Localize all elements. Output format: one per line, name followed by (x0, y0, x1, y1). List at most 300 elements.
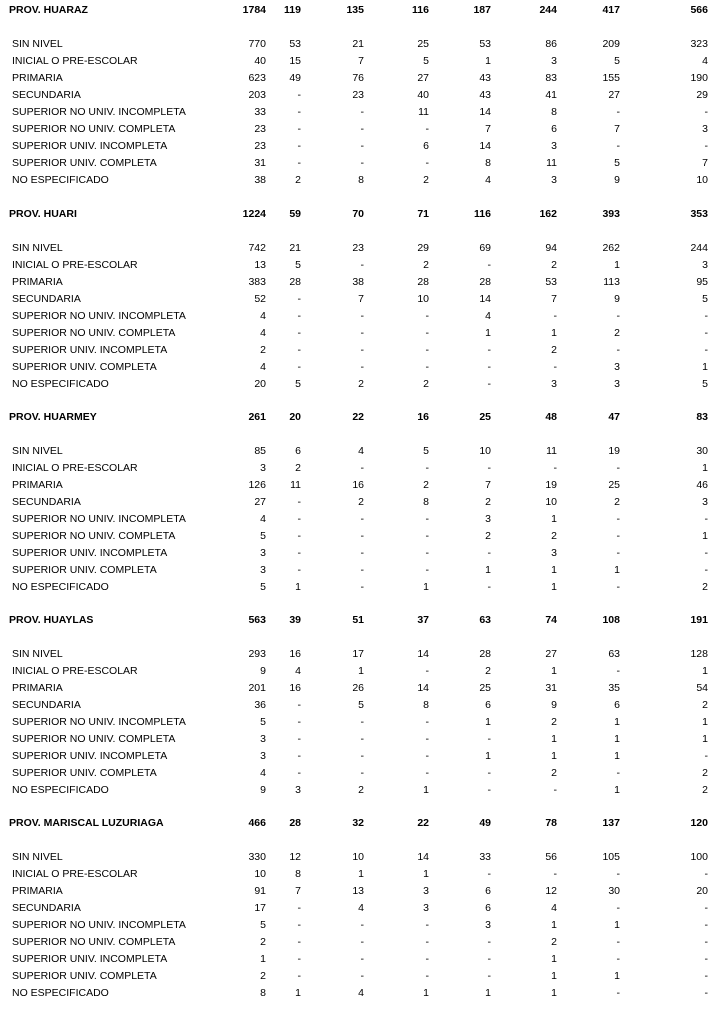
value-cell: 95 (696, 276, 708, 288)
value-cell: 25 (417, 38, 429, 50)
province-total-cell: 393 (602, 208, 620, 220)
value-cell: 2 (358, 496, 364, 508)
education-level-label: SECUNDARIA (12, 902, 81, 914)
value-cell: 1 (551, 665, 557, 677)
education-level-label: PRIMARIA (12, 276, 63, 288)
value-cell: 383 (248, 276, 266, 288)
value-cell: 1 (551, 953, 557, 965)
value-cell: 6 (551, 123, 557, 135)
value-cell: 1 (485, 716, 491, 728)
table-row (0, 443, 712, 460)
value-cell: 33 (479, 851, 491, 863)
education-level-label: NO ESPECIFICADO (12, 174, 109, 186)
value-cell: - (297, 530, 301, 542)
province-header-row (0, 2, 712, 19)
table-row (0, 53, 712, 70)
value-cell: - (297, 919, 301, 931)
value-cell: - (360, 530, 364, 542)
value-cell: 10 (352, 851, 364, 863)
value-cell: 1 (260, 953, 266, 965)
value-cell: - (487, 361, 491, 373)
value-cell: 203 (248, 89, 266, 101)
value-cell: 1 (423, 868, 429, 880)
value-cell: 3 (551, 140, 557, 152)
value-cell: 2 (702, 767, 708, 779)
table-row (0, 104, 712, 121)
value-cell: - (704, 936, 708, 948)
value-cell: - (616, 987, 620, 999)
education-level-label: SIN NIVEL (12, 851, 63, 863)
province-total-cell: 353 (690, 208, 708, 220)
value-cell: 15 (289, 55, 301, 67)
value-cell: - (360, 106, 364, 118)
value-cell: 8 (423, 496, 429, 508)
value-cell: - (704, 344, 708, 356)
value-cell: 35 (608, 682, 620, 694)
value-cell: 2 (423, 378, 429, 390)
value-cell: - (425, 157, 429, 169)
value-cell: - (616, 547, 620, 559)
education-level-label: SUPERIOR NO UNIV. INCOMPLETA (12, 919, 186, 931)
value-cell: - (487, 378, 491, 390)
province-total-cell: 25 (479, 411, 491, 423)
value-cell: 2 (423, 259, 429, 271)
value-cell: 4 (485, 174, 491, 186)
value-cell: 190 (690, 72, 708, 84)
value-cell: - (360, 970, 364, 982)
table-row (0, 883, 712, 900)
province-total-cell: 116 (474, 208, 491, 220)
value-cell: 16 (352, 479, 364, 491)
value-cell: - (297, 716, 301, 728)
value-cell: - (616, 140, 620, 152)
table-row (0, 714, 712, 731)
value-cell: - (360, 123, 364, 135)
value-cell: - (360, 344, 364, 356)
value-cell: 6 (423, 140, 429, 152)
province-total-cell: 162 (539, 208, 557, 220)
province-total-cell: 563 (248, 614, 266, 626)
value-cell: 1 (295, 581, 301, 593)
education-level-label: SUPERIOR UNIV. COMPLETA (12, 767, 157, 779)
value-cell: 2 (260, 936, 266, 948)
table-row (0, 934, 712, 951)
value-cell: 293 (248, 648, 266, 660)
value-cell: - (425, 767, 429, 779)
section-spacer (0, 223, 712, 240)
education-level-label: SECUNDARIA (12, 699, 81, 711)
value-cell: - (297, 547, 301, 559)
value-cell: 27 (254, 496, 266, 508)
value-cell: 1 (551, 564, 557, 576)
value-cell: - (487, 953, 491, 965)
value-cell: 83 (545, 72, 557, 84)
province-total-cell: 63 (479, 614, 491, 626)
value-cell: 2 (260, 970, 266, 982)
value-cell: 5 (614, 55, 620, 67)
value-cell: 14 (417, 648, 429, 660)
value-cell: 36 (254, 699, 266, 711)
value-cell: 1 (614, 970, 620, 982)
province-name: PROV. HUAYLAS (9, 614, 94, 626)
value-cell: - (616, 530, 620, 542)
education-level-label: NO ESPECIFICADO (12, 581, 109, 593)
value-cell: 2 (702, 699, 708, 711)
value-cell: 1 (551, 750, 557, 762)
value-cell: 28 (289, 276, 301, 288)
value-cell: 128 (690, 648, 708, 660)
value-cell: 5 (260, 716, 266, 728)
value-cell: - (425, 547, 429, 559)
value-cell: 17 (352, 648, 364, 660)
value-cell: 2 (423, 479, 429, 491)
value-cell: 30 (608, 885, 620, 897)
value-cell: 105 (602, 851, 620, 863)
table-row (0, 155, 712, 172)
table-row (0, 562, 712, 579)
table-row (0, 240, 712, 257)
province-total-cell: 49 (479, 817, 491, 829)
value-cell: 2 (423, 174, 429, 186)
value-cell: 9 (614, 293, 620, 305)
table-row (0, 172, 712, 189)
value-cell: 1 (551, 733, 557, 745)
value-cell: - (553, 868, 557, 880)
value-cell: 1 (551, 327, 557, 339)
value-cell: 3 (702, 496, 708, 508)
table-row (0, 325, 712, 342)
section-spacer (0, 832, 712, 849)
value-cell: 1 (423, 987, 429, 999)
value-cell: - (425, 953, 429, 965)
value-cell: - (360, 716, 364, 728)
value-cell: 10 (479, 445, 491, 457)
province-total-cell: 120 (690, 817, 708, 829)
value-cell: 94 (545, 242, 557, 254)
value-cell: 3 (702, 123, 708, 135)
value-cell: 40 (254, 55, 266, 67)
education-level-label: SIN NIVEL (12, 38, 63, 50)
value-cell: 4 (358, 902, 364, 914)
education-level-label: SUPERIOR NO UNIV. COMPLETA (12, 530, 176, 542)
value-cell: - (487, 581, 491, 593)
value-cell: - (297, 733, 301, 745)
value-cell: - (616, 106, 620, 118)
table-row (0, 545, 712, 562)
value-cell: 1 (423, 581, 429, 593)
value-cell: 29 (417, 242, 429, 254)
value-cell: 2 (551, 716, 557, 728)
education-level-label: INICIAL O PRE-ESCOLAR (12, 665, 138, 677)
value-cell: 3 (260, 733, 266, 745)
value-cell: 4 (358, 445, 364, 457)
table-row (0, 36, 712, 53)
value-cell: 38 (352, 276, 364, 288)
value-cell: 27 (608, 89, 620, 101)
province-total-cell: 261 (248, 411, 266, 423)
value-cell: 33 (254, 106, 266, 118)
value-cell: 3 (260, 750, 266, 762)
value-cell: 14 (479, 106, 491, 118)
value-cell: 5 (295, 259, 301, 271)
value-cell: 1 (358, 665, 364, 677)
value-cell: - (360, 462, 364, 474)
value-cell: 5 (423, 55, 429, 67)
value-cell: 7 (551, 293, 557, 305)
value-cell: - (553, 361, 557, 373)
value-cell: - (297, 327, 301, 339)
value-cell: 1 (485, 987, 491, 999)
value-cell: - (425, 665, 429, 677)
value-cell: 21 (289, 242, 301, 254)
table-row (0, 782, 712, 799)
value-cell: - (360, 513, 364, 525)
table-row (0, 257, 712, 274)
value-cell: - (425, 344, 429, 356)
value-cell: 43 (479, 89, 491, 101)
value-cell: - (297, 123, 301, 135)
value-cell: 244 (690, 242, 708, 254)
value-cell: - (704, 547, 708, 559)
value-cell: 7 (295, 885, 301, 897)
value-cell: - (704, 919, 708, 931)
value-cell: 1 (614, 919, 620, 931)
value-cell: 2 (702, 784, 708, 796)
table-row (0, 680, 712, 697)
education-level-label: SUPERIOR NO UNIV. INCOMPLETA (12, 310, 186, 322)
value-cell: 100 (690, 851, 708, 863)
value-cell: 40 (417, 89, 429, 101)
province-name: PROV. MARISCAL LUZURIAGA (9, 817, 164, 829)
province-total-cell: 566 (690, 4, 708, 16)
value-cell: 1 (485, 55, 491, 67)
value-cell: 1 (614, 259, 620, 271)
value-cell: 10 (545, 496, 557, 508)
value-cell: 9 (551, 699, 557, 711)
value-cell: 46 (696, 479, 708, 491)
value-cell: 10 (417, 293, 429, 305)
province-total-cell: 48 (545, 411, 557, 423)
province-total-cell: 244 (539, 4, 557, 16)
value-cell: 742 (248, 242, 266, 254)
value-cell: 11 (546, 157, 557, 169)
education-level-label: SUPERIOR UNIV. INCOMPLETA (12, 953, 168, 965)
value-cell: 5 (702, 293, 708, 305)
value-cell: - (425, 361, 429, 373)
table-row (0, 291, 712, 308)
value-cell: 11 (290, 479, 301, 491)
value-cell: 1 (551, 581, 557, 593)
value-cell: - (616, 581, 620, 593)
value-cell: 1 (614, 564, 620, 576)
value-cell: 7 (358, 55, 364, 67)
value-cell: 1 (295, 987, 301, 999)
value-cell: - (487, 259, 491, 271)
value-cell: 27 (417, 72, 429, 84)
value-cell: 1 (702, 733, 708, 745)
province-total-cell: 187 (473, 4, 491, 16)
value-cell: 2 (358, 784, 364, 796)
value-cell: 29 (696, 89, 708, 101)
province-total-cell: 59 (289, 208, 301, 220)
education-level-label: SECUNDARIA (12, 293, 81, 305)
education-level-label: PRIMARIA (12, 72, 63, 84)
education-level-label: PRIMARIA (12, 479, 63, 491)
table-row (0, 646, 712, 663)
value-cell: - (487, 868, 491, 880)
value-cell: 28 (479, 276, 491, 288)
province-section (0, 612, 712, 815)
table-row (0, 528, 712, 545)
value-cell: - (704, 106, 708, 118)
value-cell: 3 (423, 885, 429, 897)
value-cell: 1 (485, 750, 491, 762)
table-row (0, 985, 712, 1002)
value-cell: 4 (260, 310, 266, 322)
value-cell: 3 (485, 513, 491, 525)
value-cell: 21 (352, 38, 364, 50)
value-cell: 91 (254, 885, 266, 897)
value-cell: - (704, 953, 708, 965)
value-cell: 63 (608, 648, 620, 660)
value-cell: 7 (702, 157, 708, 169)
table-row (0, 697, 712, 714)
value-cell: - (297, 970, 301, 982)
education-level-label: SUPERIOR UNIV. COMPLETA (12, 564, 157, 576)
value-cell: 323 (690, 38, 708, 50)
value-cell: 4 (551, 902, 557, 914)
value-cell: - (425, 462, 429, 474)
province-header-row (0, 612, 712, 629)
value-cell: 4 (260, 767, 266, 779)
education-level-label: SUPERIOR NO UNIV. INCOMPLETA (12, 106, 186, 118)
value-cell: 14 (417, 851, 429, 863)
value-cell: - (297, 496, 301, 508)
value-cell: 5 (702, 378, 708, 390)
table-row (0, 731, 712, 748)
table-row (0, 274, 712, 291)
table-row (0, 87, 712, 104)
value-cell: - (297, 513, 301, 525)
value-cell: 1 (614, 784, 620, 796)
table-row (0, 359, 712, 376)
table-row (0, 663, 712, 680)
province-total-cell: 32 (352, 817, 364, 829)
table-row (0, 308, 712, 325)
value-cell: 6 (485, 699, 491, 711)
value-cell: 23 (254, 123, 266, 135)
value-cell: - (616, 902, 620, 914)
education-level-label: SIN NIVEL (12, 445, 63, 457)
value-cell: - (616, 665, 620, 677)
province-name: PROV. HUARMEY (9, 411, 97, 423)
province-total-cell: 74 (545, 614, 557, 626)
value-cell: 1 (551, 970, 557, 982)
province-total-cell: 51 (352, 614, 364, 626)
value-cell: 1 (485, 327, 491, 339)
value-cell: 3 (295, 784, 301, 796)
value-cell: 1 (702, 716, 708, 728)
table-row (0, 138, 712, 155)
value-cell: 8 (551, 106, 557, 118)
value-cell: 4 (260, 361, 266, 373)
value-cell: - (616, 868, 620, 880)
value-cell: - (704, 140, 708, 152)
value-cell: - (487, 970, 491, 982)
value-cell: 2 (551, 767, 557, 779)
table-row (0, 579, 712, 596)
table-row (0, 376, 712, 393)
value-cell: 2 (358, 378, 364, 390)
value-cell: 85 (254, 445, 266, 457)
province-total-cell: 417 (602, 4, 620, 16)
value-cell: 1 (551, 919, 557, 931)
value-cell: 19 (608, 445, 620, 457)
province-total-cell: 466 (248, 817, 266, 829)
value-cell: - (425, 123, 429, 135)
value-cell: - (425, 970, 429, 982)
education-level-label: SUPERIOR UNIV. COMPLETA (12, 970, 157, 982)
value-cell: - (297, 344, 301, 356)
province-total-cell: 47 (608, 411, 620, 423)
value-cell: - (297, 699, 301, 711)
value-cell: - (487, 733, 491, 745)
value-cell: 3 (702, 259, 708, 271)
value-cell: 23 (352, 89, 364, 101)
value-cell: 3 (485, 919, 491, 931)
province-header-row (0, 815, 712, 832)
value-cell: 1 (551, 987, 557, 999)
value-cell: 330 (248, 851, 266, 863)
province-section (0, 409, 712, 612)
value-cell: 262 (602, 242, 620, 254)
value-cell: 2 (295, 174, 301, 186)
value-cell: 8 (295, 868, 301, 880)
table-row (0, 121, 712, 138)
value-cell: 6 (614, 699, 620, 711)
value-cell: 4 (485, 310, 491, 322)
value-cell: 19 (545, 479, 557, 491)
value-cell: 8 (260, 987, 266, 999)
province-total-cell: 16 (417, 411, 429, 423)
value-cell: 54 (696, 682, 708, 694)
value-cell: 1 (702, 665, 708, 677)
education-level-label: SIN NIVEL (12, 648, 63, 660)
value-cell: 31 (545, 682, 557, 694)
value-cell: 7 (485, 123, 491, 135)
value-cell: 1 (702, 530, 708, 542)
value-cell: - (704, 513, 708, 525)
value-cell: - (360, 581, 364, 593)
education-level-label: NO ESPECIFICADO (12, 784, 109, 796)
value-cell: 1 (614, 750, 620, 762)
table-row (0, 494, 712, 511)
value-cell: - (487, 344, 491, 356)
value-cell: 1 (614, 716, 620, 728)
value-cell: - (297, 293, 301, 305)
province-total-cell: 119 (284, 4, 301, 16)
value-cell: 4 (295, 665, 301, 677)
table-row (0, 849, 712, 866)
value-cell: - (704, 987, 708, 999)
value-cell: - (360, 750, 364, 762)
value-cell: - (297, 89, 301, 101)
value-cell: 25 (479, 682, 491, 694)
value-cell: - (616, 513, 620, 525)
value-cell: - (297, 140, 301, 152)
province-total-cell: 28 (289, 817, 301, 829)
value-cell: 2 (551, 530, 557, 542)
